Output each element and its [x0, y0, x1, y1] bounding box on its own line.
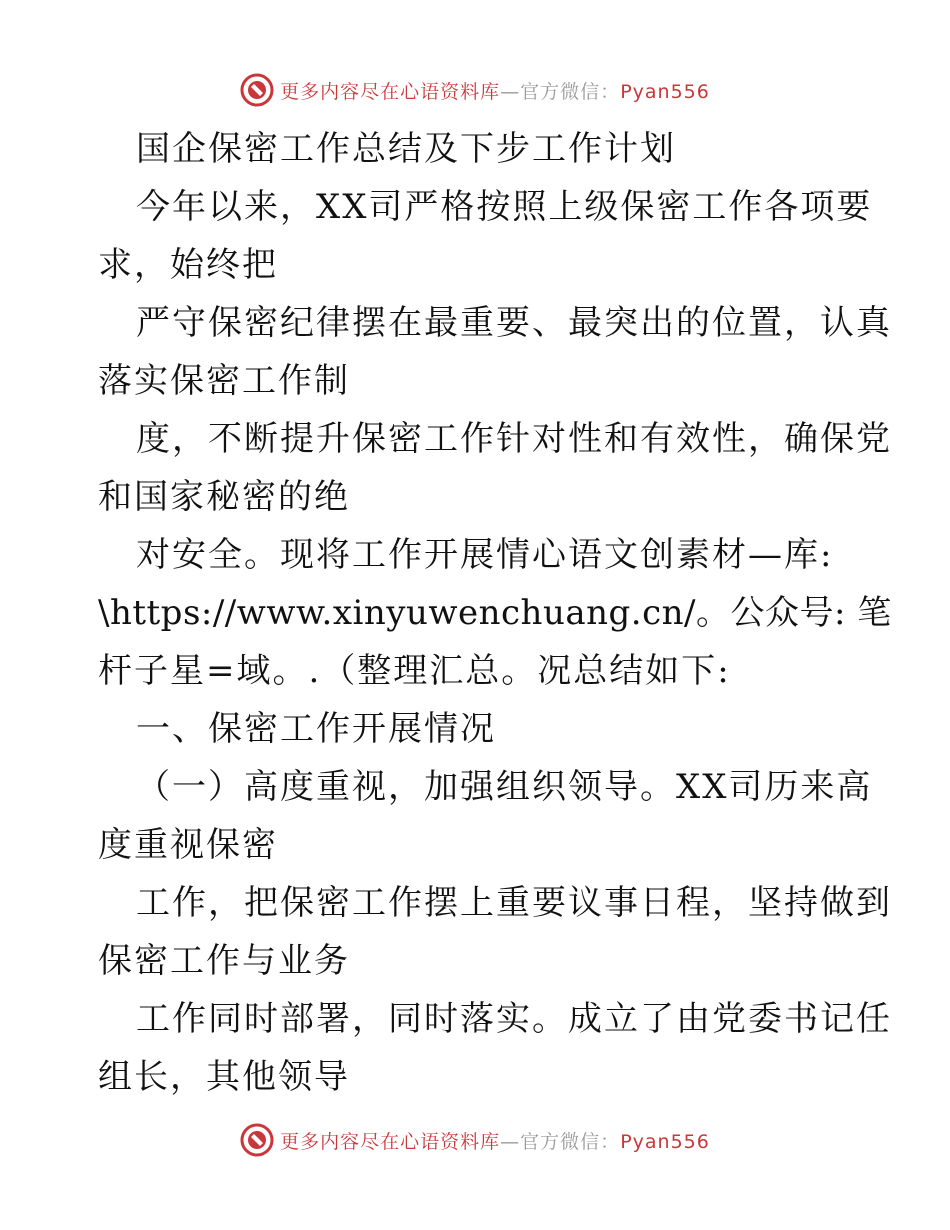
paragraph-line: 度，不断提升保密工作针对性和有效性，确保党	[136, 419, 892, 459]
paragraph-line: 和国家秘密的绝	[98, 477, 350, 517]
document-body	[98, 120, 892, 1106]
banner-main-text: 更多内容尽在心语资料库	[280, 80, 501, 103]
brand-logo-icon	[240, 73, 274, 107]
banner-main-text: 更多内容尽在心语资料库	[280, 1130, 501, 1153]
paragraph-line: 求，始终把	[98, 245, 278, 285]
paragraph-line-url: \https://www.xinyuwenchuang.cn/。公众号: 笔	[98, 593, 892, 633]
banner-separator: —	[500, 1130, 521, 1153]
paragraph-line: 保密工作与业务	[98, 941, 350, 981]
paragraph-line: 对安全。现将工作开展情心语文创素材—库:	[136, 535, 834, 575]
paragraph-line: 度重视保密	[98, 825, 278, 865]
footer-watermark-banner	[0, 1120, 950, 1160]
banner-wechat-id: Pyan556	[620, 1130, 710, 1153]
banner-wechat-label: 官方微信：	[520, 80, 621, 103]
section-heading: 一、保密工作开展情况	[136, 709, 496, 749]
paragraph-line: 工作同时部署，同时落实。成立了由党委书记任	[136, 999, 892, 1039]
brand-logo-icon	[240, 1123, 274, 1157]
header-watermark-banner	[0, 70, 950, 110]
banner-separator: —	[500, 80, 521, 103]
document-title: 国企保密工作总结及下步工作计划	[136, 129, 676, 169]
paragraph-line: 组长，其他领导	[98, 1057, 350, 1097]
banner-wechat-label: 官方微信：	[520, 1130, 621, 1153]
paragraph-line: 今年以来，XX司严格按照上级保密工作各项要	[136, 187, 873, 227]
paragraph-line: 工作，把保密工作摆上重要议事日程，坚持做到	[136, 883, 892, 923]
subsection-heading: （一）高度重视，加强组织领导。XX司历来高	[136, 767, 873, 807]
paragraph-line: 落实保密工作制	[98, 361, 350, 401]
banner-wechat-id: Pyan556	[620, 80, 710, 103]
paragraph-line: 严守保密纪律摆在最重要、最突出的位置，认真	[136, 303, 892, 343]
paragraph-line: 杆子星=域。.（整理汇总。况总结如下:	[98, 651, 731, 691]
